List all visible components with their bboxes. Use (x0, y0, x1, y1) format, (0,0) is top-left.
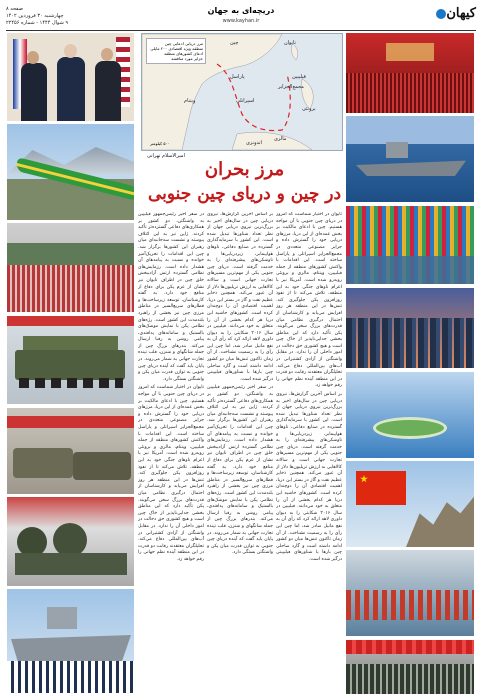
article-title (147, 158, 342, 206)
label-brunei: برونئی (302, 106, 316, 112)
page-header (6, 4, 476, 31)
photo-great-wall-flag (346, 461, 474, 547)
label-philippines: فیلیپین (292, 74, 306, 80)
paragraph: تایوان در اختیار شماست که امروز در دریای چین جنوبی با آن مواجه هستیم. چین با ادعای مالکیت بر بخش عمده‌ای از این دریا، مرزهای دریایی خود را گسترش داده و جزایر مصنوعی متعددی در مجمع‌الجزایر اسپراتلی و پاراسل ساخته است. این اقدامات با واکنش کشورهای منطقه از جمله فیلیپین، ویتنام، مالزی و برونئی روبه‌رو شده است. آمریکا نیز با اعزام ناوهای جنگی خود به این منطقه، تلاش می‌کند تا از نفوذ روزافزون پکن جلوگیری کند. تنش‌ها در این منطقه هر روز افزایش می‌یابد و کارشناسان از احتمال درگیری نظامی میان قدرت‌های بزرگ سخن می‌گویند. پکن تأکید دارد که این مناطق بخشی جدایی‌ناپذیر از خاک چین است و هیچ کشوری حق دخالت در امور داخلی آن را ندارد. در مقابل واشنگتن از آزادی کشتیرانی در آب‌های بین‌المللی دفاع می‌کند. تحلیلگران معتقدند رقابت دو قدرت در این منطقه آینده نظم جهانی را رقم خواهد زد. (138, 385, 204, 562)
paragraph: تایوان در اختیار شماست که امروز در دریای چین جنوبی با آن مواجه هستیم. چین با ادعای مالکیت بر بخش عمده‌ای از این دریا، مرزهای دریایی خود را گسترش داده و جزایر مصنوعی متعددی در مجمع‌الجزایر اسپراتلی و پاراسل ساخته است. این اقدامات با واکنش کشورهای منطقه از جمله فیلیپین، ویتنام، مالزی و برونئی روبه‌رو شده است. آمریکا نیز با اعزام ناوهای جنگی خود به این منطقه، تلاش می‌کند تا از نفوذ روزافزون پکن جلوگیری کند. تنش‌ها در این منطقه هر روز افزایش می‌یابد و کارشناسان از احتمال درگیری نظامی میان قدرت‌های بزرگ سخن می‌گویند. پکن تأکید دارد که این مناطق بخشی جدایی‌ناپذیر از خاک چین است و هیچ کشوری حق دخالت در امور داخلی آن را ندارد. در مقابل واشنگتن از آزادی کشتیرانی در آب‌های بین‌المللی دفاع می‌کند. تحلیلگران معتقدند رقابت دو قدرت در این منطقه آینده نظم جهانی را رقم خواهد زد. (276, 212, 342, 389)
legend-item: جزایر مورد مناقشه (171, 56, 203, 61)
photo-island (346, 372, 474, 458)
newspaper-logo (434, 6, 476, 21)
map-scale: ۵۰۰ کیلومتر (150, 141, 170, 146)
photo-navy-ship (7, 589, 134, 693)
title-line-2: در چین و دریای چین جنوبی (147, 184, 342, 204)
article-column-middle (207, 212, 273, 692)
paragraph: بر اساس آخرین گزارش‌ها، نیروی دریایی چین در سال‌های اخیر به بزرگ‌ترین نیروی دریایی جهان از نظر تعداد شناورها تبدیل شده است. این کشور با سرمایه‌گذاری گسترده در صنایع دفاعی، ناوهای هواپیمابر، زیردریایی‌ها و ناوشکن‌های پیشرفته‌ای را به خدمت گرفته است. دریای چین جنوبی یکی از مهم‌ترین مسیرهای تجارت جهانی است و سالانه کالاهایی به ارزش تریلیون‌ها دلار از آن عبور می‌کند. همچنین ذخایر عظیم نفت و گاز در بستر این دریا، اهمیت اقتصادی آن را دوچندان کرده است. کشورهای حاشیه این دریا هر کدام بخشی از آن را متعلق به خود می‌دانند. فیلیپین در سال ۲۰۱۶ شکایتی را به دیوان داوری لاهه ارائه کرد که رأی آن به نفع مانیل صادر شد، اما چین این رأی را به رسمیت نشناخت. از آن زمان تاکنون تنش‌ها میان دو کشور ادامه داشته است و گارد ساحلی چین بارها با شناورهای فیلیپینی درگیر شده است. (207, 212, 273, 382)
label-taiwan: تایوان (284, 40, 296, 46)
label-paracel: پاراسل (230, 74, 245, 80)
globe-icon (436, 9, 446, 19)
photo-armored-vehicles (7, 408, 134, 494)
website-url[interactable]: www.kayhan.ir (222, 18, 260, 24)
paragraph: بر اساس آخرین گزارش‌ها، نیروی دریایی چین در سال‌های اخیر به بزرگ‌ترین نیروی دریایی جهان از نظر تعداد شناورها تبدیل شده است. این کشور با سرمایه‌گذاری گسترده در صنایع دفاعی، ناوهای هواپیمابر، زیردریایی‌ها و ناوشکن‌های پیشرفته‌ای را به خدمت گرفته است. دریای چین جنوبی یکی از مهم‌ترین مسیرهای تجارت جهانی است و سالانه کالاهایی به ارزش تریلیون‌ها دلار از آن عبور می‌کند. همچنین ذخایر عظیم نفت و گاز در بستر این دریا، اهمیت اقتصادی آن را دوچندان کرده است. کشورهای حاشیه این دریا هر کدام بخشی از آن را متعلق به خود می‌دانند. فیلیپین در سال ۲۰۱۶ شکایتی را به دیوان داوری لاهه ارائه کرد که رأی آن به نفع مانیل صادر شد، اما چین این رأی را به رسمیت نشناخت. از آن زمان تاکنون تنش‌ها میان دو کشور ادامه داشته است و گارد ساحلی چین بارها با شناورهای فیلیپینی درگیر شده است. (276, 392, 342, 562)
photo-warships (346, 116, 474, 202)
photo-missile-launchers (7, 316, 134, 404)
article-column-left (138, 212, 204, 692)
article-column-right (276, 212, 342, 692)
label-china: چین (230, 40, 239, 46)
photo-cranes-port (346, 550, 474, 636)
photo-city-skyline (346, 288, 474, 368)
photo-train (7, 124, 134, 220)
issue-line: ۹ شوال ۱۴۴۴ - شماره ۲۲۴۵۶ (6, 20, 69, 26)
logo-text: کیهان (446, 6, 476, 21)
legend-item: منطقه ویژه اقتصادی ۲۰۰ مایلی (150, 46, 203, 51)
legend-item: ادعای کشورهای منطقه (164, 51, 203, 56)
photo-container-port (346, 206, 474, 284)
legend-item: مرز دریایی ادعایی چین (164, 41, 203, 46)
article-author: امیر‌الاسلام تهرانی (147, 153, 185, 159)
label-sea: مجمع‌الجزایر (278, 84, 304, 90)
label-malaysia: مالزی (274, 136, 287, 142)
paragraph: در سفر اخیر رئیس‌جمهور فیلیپین به واشنگتن، دو کشور بر همکاری‌های دفاعی گسترده‌تر تأکید کردند. ژاپن نیز به این ائتلاف پیوسته و نشست سه‌جانبه‌ای میان رهبران این کشورها برگزار شد. چین این اقدامات را تحریک‌آمیز خوانده و نسبت به پیامدهای آن هشدار داده است. رزمایش‌های نظامی گسترده ارتش آزادیبخش خلق چین در اطراف تایوان نیز نشان از عزم پکن برای دفاع از منافع خود دارد. به گفته کارشناسان، توسعه زیرساخت‌ها و قطارهای سریع‌السیر در مناطق مرزی چین نیز بخشی از راهبرد بلندمدت این کشور است. رژه‌های نظامی پکن با نمایش موشک‌های بالستیک و سامانه‌های پدافندی، پیامی روشن به رقبا ارسال می‌کند. بندرهای بزرگ چین از جمله شانگهای و شنژن، قلب تپنده تجارت جهانی به شمار می‌روند. در پایان باید گفت که آینده دریای چین جنوبی به توازن قدرت میان پکن و واشنگتن بستگی دارد. (138, 212, 204, 382)
south-china-sea-map (141, 33, 343, 151)
date-line: چهارشنبه ۳۰ فروردین ۱۴۰۲ (6, 13, 64, 19)
page-number: صفحه ۸ (6, 6, 23, 12)
photo-congress-hall (346, 33, 474, 113)
label-spratly: اسپراتلی (236, 98, 255, 104)
photo-soldiers (346, 640, 474, 694)
label-indonesia: اندونزی (246, 140, 262, 146)
paragraph: در سفر اخیر رئیس‌جمهور فیلیپین به واشنگتن، دو کشور بر همکاری‌های دفاعی گسترده‌تر تأکید کردند. ژاپن نیز به این ائتلاف پیوسته و نشست سه‌جانبه‌ای میان رهبران این کشورها برگزار شد. چین این اقدامات را تحریک‌آمیز خوانده و نسبت به پیامدهای آن هشدار داده است. رزمایش‌های نظامی گسترده ارتش آزادیبخش خلق چین در اطراف تایوان نیز نشان از عزم پکن برای دفاع از منافع خود دارد. به گفته کارشناسان، توسعه زیرساخت‌ها و قطارهای سریع‌السیر در مناطق مرزی چین نیز بخشی از راهبرد بلندمدت این کشور است. رژه‌های نظامی پکن با نمایش موشک‌های بالستیک و سامانه‌های پدافندی، پیامی روشن به رقبا ارسال می‌کند. بندرهای بزرگ چین از جمله شانگهای و شنژن، قلب تپنده تجارت جهانی به شمار می‌روند. در پایان باید گفت که آینده دریای چین جنوبی به توازن قدرت میان پکن و واشنگتن بستگی دارد. (207, 385, 273, 556)
label-vietnam: ویتنام (184, 98, 196, 104)
photo-leaders (7, 33, 134, 121)
title-line-1: مرز بحران (204, 159, 285, 180)
photo-parade-square (7, 223, 134, 312)
map-legend (146, 38, 206, 64)
photo-ballistic-missiles (7, 497, 134, 586)
section-title: دریچه‌ای به جهان (207, 6, 275, 15)
